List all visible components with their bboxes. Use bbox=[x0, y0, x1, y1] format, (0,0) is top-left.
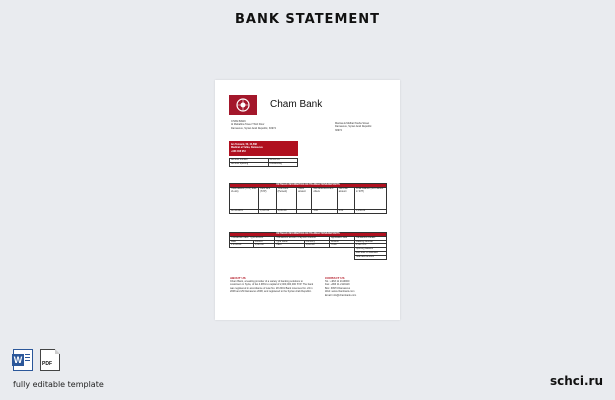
address-line: CHAM BANK bbox=[231, 120, 246, 123]
contact-line: Box: 30974 Damascus bbox=[325, 286, 351, 290]
table-header-row: Total balance (SYP) date of entry Debt face (SYP) Total Face (Percent) Taxes amount Net deductions and others Non-rate amount Final balance (Incl.Interest in SYP) bbox=[230, 187, 387, 209]
site-name[interactable]: schci.ru bbox=[549, 374, 603, 388]
about-text: Cham Bank, a leading provider of a variety of banking solutions to customers in Syria, of fax 4.99% to capital of 2,000,000,000 SYP. The bank was registered in accordance of Law No. 28 2001 Bank Licenses No. 24 in 2008 and 29 Damascus 2008, and registered to the Syrian Arab Republic. bbox=[230, 280, 314, 294]
bank-name: Cham Bank bbox=[270, 99, 323, 110]
address-line: Mazraa & Midhat Pasha Street bbox=[335, 122, 370, 125]
caption: fully editable template bbox=[13, 380, 104, 389]
format-icons bbox=[13, 349, 60, 371]
customer-line: Ian Tennant, 50, 44,568 bbox=[231, 143, 257, 146]
customer-line: Madinat al Yahia, Damascus bbox=[231, 146, 263, 150]
contact-line: Fax: +963 11 2119119 bbox=[325, 283, 350, 287]
table-row: 1.03.2019 1,000.00 Cash 1,000.00 75.00 3,560 SYP bbox=[230, 244, 387, 248]
table-row: 31-12-2019 1,347.00 1,250.00 1.00 4.00 1,250.00 bbox=[230, 209, 387, 213]
page-title: BANK STATEMENT bbox=[234, 12, 381, 27]
pdf-icon bbox=[40, 349, 60, 371]
table-header: DETAILED INFORMATION ON TRANSACTIONS/DEPOSITS bbox=[230, 233, 387, 237]
customer-line: +963 408 953 bbox=[231, 149, 246, 153]
about-section bbox=[230, 276, 315, 294]
address-line: 30974 bbox=[335, 128, 342, 132]
address-line: Damascus, Syrian Arab Republic bbox=[335, 125, 372, 129]
transactions-table: DETAILED INFORMATION ON TRANSACTIONS/DEPOSITS Transaction date / Type amount Transaction amount / Payment method Application date Transaction Details Date Amount Type name Currency Amount Clearing Number 1.03.2019 1,000.00 Cash 1,000.00 75.00 3,560 SYP Opening balance Disb date of Bankwell Total debt amount bbox=[229, 232, 387, 260]
account-table bbox=[229, 158, 298, 167]
address-line: Al Mahabba Tower Third Floor bbox=[231, 123, 265, 127]
bank-logo bbox=[229, 95, 257, 115]
bank-address bbox=[231, 120, 301, 130]
branch-address bbox=[335, 122, 390, 132]
contact-line: Email: info@chambank.com bbox=[325, 293, 357, 297]
table-header-row: Transaction date / Type amount Transaction amount / Payment method Application date Transaction Details bbox=[230, 236, 387, 240]
contact-line: Tel.: +963 11 2119000 bbox=[325, 280, 350, 283]
deposits-table bbox=[229, 183, 387, 214]
contact-title: CONTACT US bbox=[325, 276, 345, 280]
pdf-label: PDF bbox=[42, 361, 52, 367]
table-row: Account number 30531726 bbox=[230, 159, 298, 163]
address-line: Damascus, Syrian Arab Republic, 30974 bbox=[231, 126, 276, 130]
about-title: ABOUT US bbox=[230, 276, 246, 280]
table-header: DETAILED INFORMATION ON TRANSACTIONS/DEPOSITS bbox=[230, 184, 387, 188]
word-icon: W bbox=[13, 349, 33, 371]
customer-box bbox=[229, 141, 298, 156]
contact-line: Web: www.chambank.com bbox=[325, 290, 355, 294]
statement-document bbox=[215, 80, 400, 320]
table-subheader-row: Date Amount Type name Currency Amount Clearing Number bbox=[230, 240, 387, 244]
contact-section bbox=[325, 276, 385, 297]
table-row: Account opening Outstanding bbox=[230, 162, 298, 166]
